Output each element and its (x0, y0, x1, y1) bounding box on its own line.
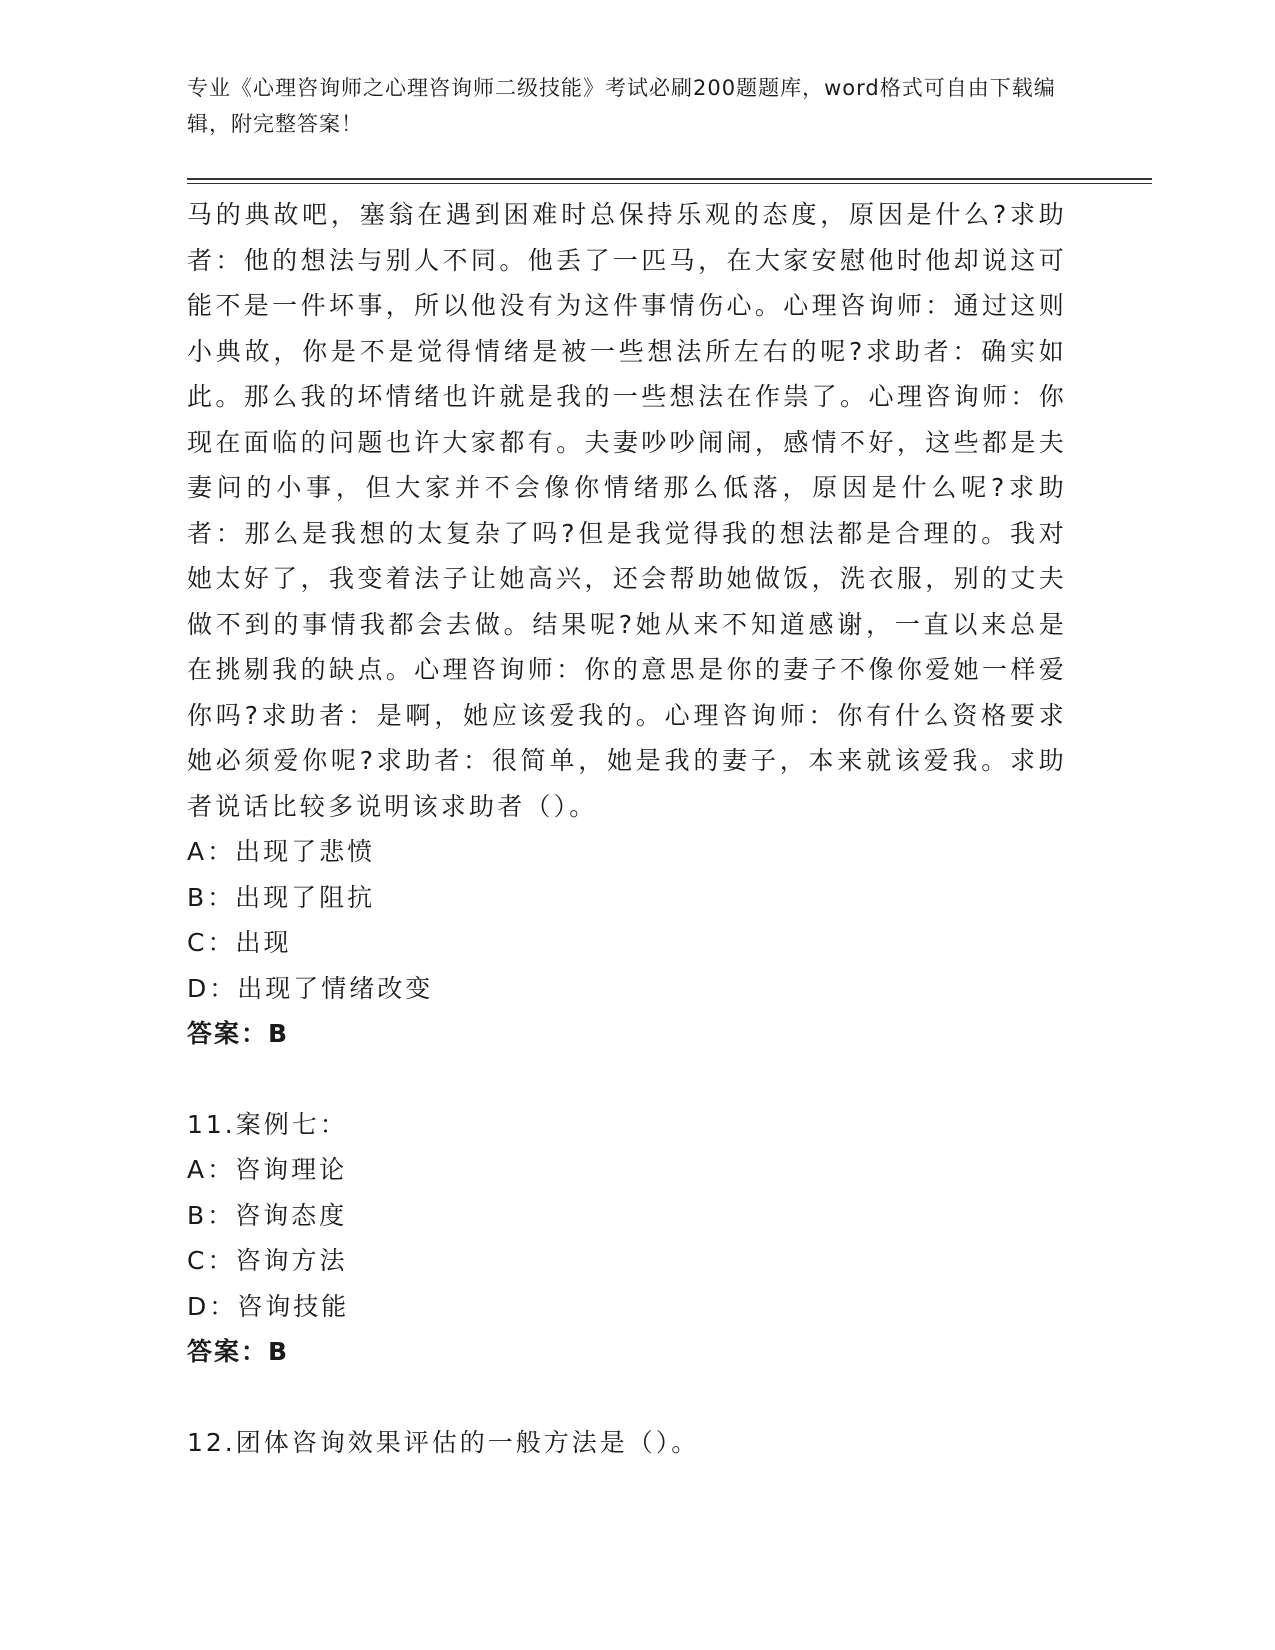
header-title: 专业《心理咨询师之心理咨询师二级技能》考试必刷200题题库，word格式可自由下载编辑，附完整答案！ (187, 76, 1056, 136)
option-c: C：出现 (187, 928, 292, 957)
option-d: D：出现了情绪改变 (187, 973, 434, 1003)
page-header (187, 70, 1077, 142)
option-a: A：咨询理论 (187, 1155, 348, 1184)
option-a: A：出现了悲愤 (187, 837, 376, 866)
question-11 (187, 1102, 1067, 1375)
option-b: B：咨询态度 (187, 1200, 348, 1230)
option-c: C：咨询方法 (187, 1246, 348, 1275)
option-b: B：出现了阻抗 (187, 882, 376, 912)
header-divider-thin (187, 183, 1152, 184)
question-10 (187, 192, 1067, 1057)
question-12 (187, 1420, 1067, 1466)
document-body (187, 192, 1067, 1465)
question-stem: 马的典故吧，塞翁在遇到困难时总保持乐观的态度，原因是什么?求助者：他的想法与别人不同。他丢了一匹马，在大家安慰他时他却说这可能不是一件坏事，所以他没有为这件事情伤心。心理咨询师：通过这则小典故，你是不是觉得情绪是被一些想法所左右的呢?求助者：确实如此。那么我的坏情绪也许就是我的一些想法在作祟了。心理咨询师：你现在面临的问题也许大家都有。夫妻吵吵闹闹，感情不好，这些都是夫妻问的小事，但大家并不会像你情绪那么低落，原因是什么呢?求助者：那么是我想的太复杂了吗?但是我觉得我的想法都是合理的。我对她太好了，我变着法子让她高兴，还会帮助她做饭，洗衣服，别的丈夫做不到的事情我都会去做。结果呢?她从来不知道感谢，一直以来总是在挑剔我的缺点。心理咨询师：你的意思是你的妻子不像你爱她一样爱你吗?求助者：是啊，她应该爱我的。心理咨询师：你有什么资格要求她必须爱你呢?求助者：很简单，她是我的妻子，本来就该爱我。求助者说话比较多说明该求助者（）。 (187, 200, 1067, 821)
answer-line: 答案：B (187, 1019, 290, 1048)
option-d: D：咨询技能 (187, 1291, 350, 1321)
answer-line: 答案：B (187, 1337, 290, 1366)
header-divider (187, 178, 1152, 180)
question-title: 12.团体咨询效果评估的一般方法是（）。 (187, 1427, 700, 1457)
question-title: 11.案例七： (187, 1109, 348, 1139)
